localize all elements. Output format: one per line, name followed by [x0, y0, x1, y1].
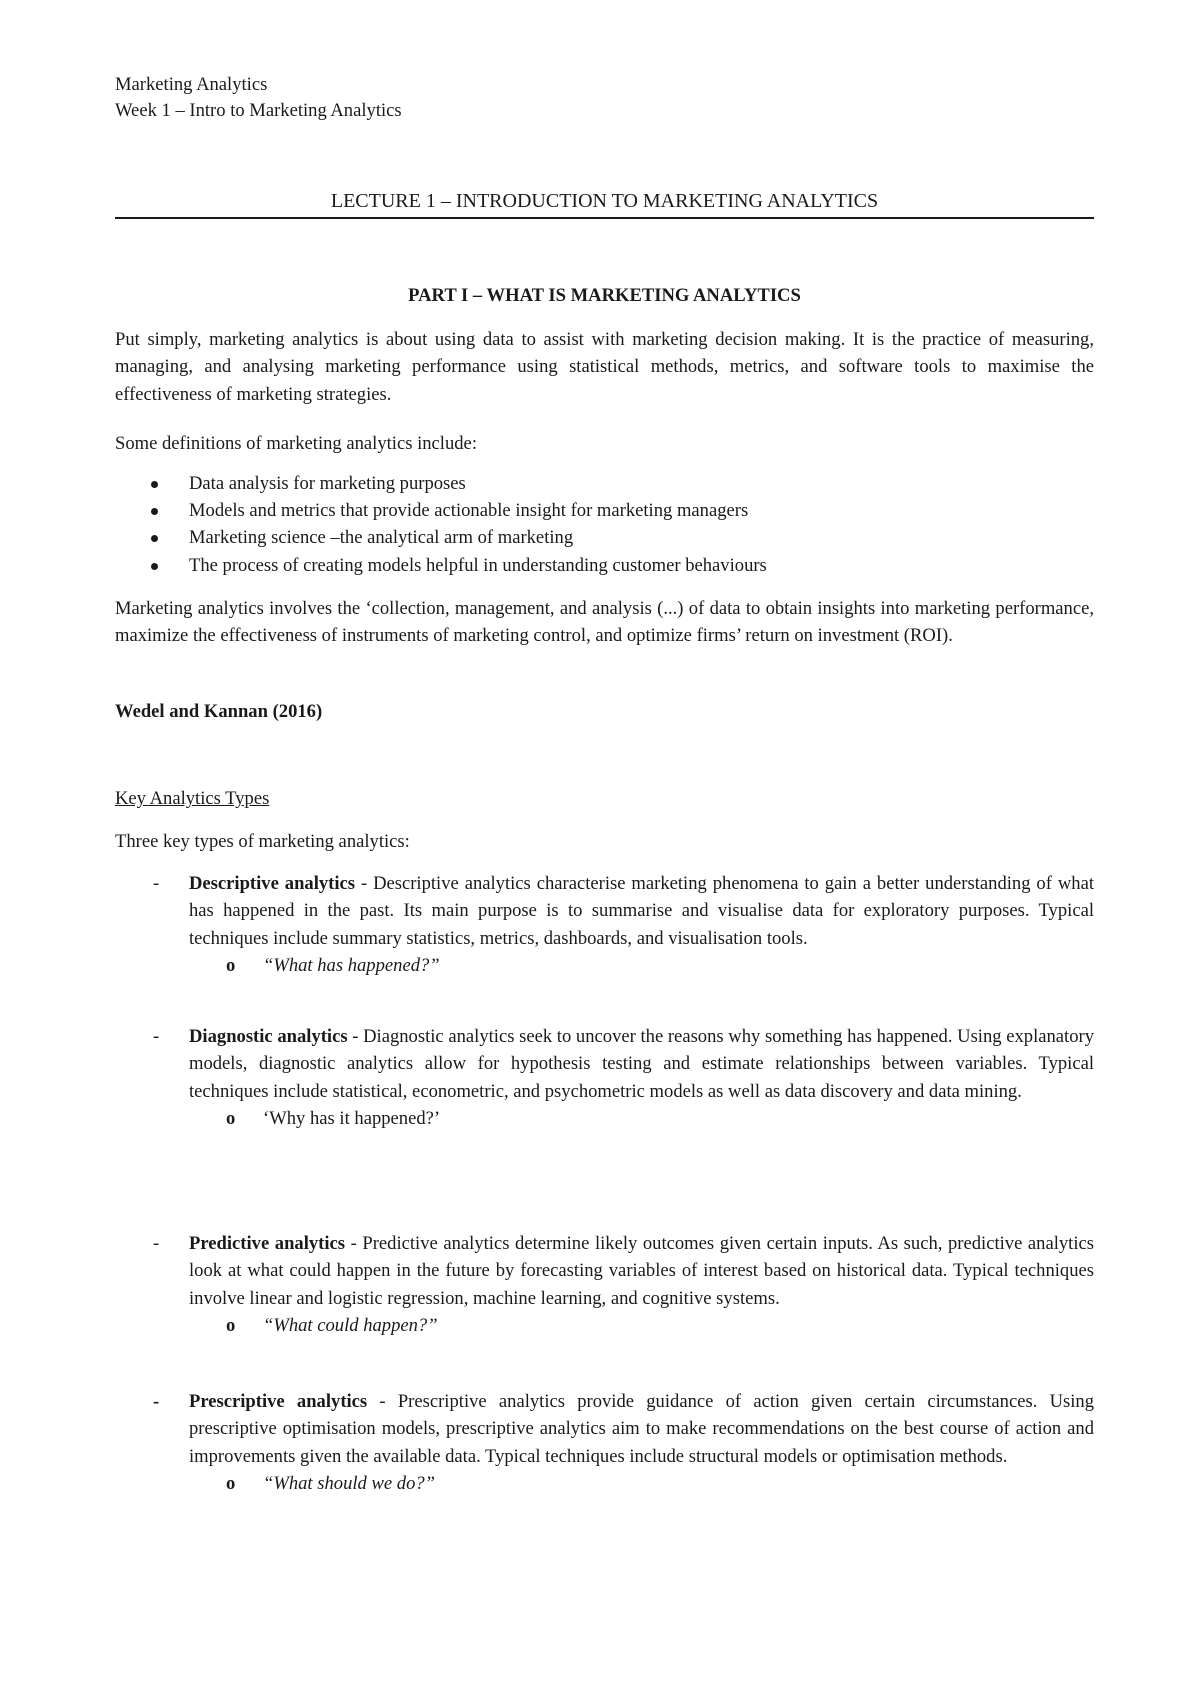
analytics-type-description: - Descriptive analytics characterise marketing phenomena to gain a better understanding of what has happened in the past. Its main purpose is to summarise and visualise data for exploratory purposes. Typical techniques include summary statistics, metrics, dashboards, and visualisation tools.	[189, 873, 1094, 949]
bullet-icon	[151, 508, 158, 515]
list-item	[115, 524, 1094, 551]
circle-bullet-icon: o	[226, 1315, 236, 1337]
question-text: “What could happen?”	[263, 1315, 438, 1337]
analytics-type-predictive	[115, 1230, 1094, 1340]
analytics-type-descriptive	[115, 870, 1094, 980]
analytics-type-question	[226, 1105, 1094, 1132]
bullet-icon	[151, 481, 158, 488]
analytics-type-description: - Prescriptive analytics provide guidance of action given certain circumstances. Using prescriptive optimisation models, prescriptive analytics aim to make recommendations on the best course of action and improvements given the available data. Typical techniques include structural models or optimisation methods.	[189, 1391, 1095, 1467]
definitions-lead: Some definitions of marketing analytics include:	[115, 433, 477, 454]
bullet-icon	[151, 535, 158, 542]
analytics-type-question	[226, 1312, 1094, 1339]
lecture-title: LECTURE 1 – INTRODUCTION TO MARKETING ANALYTICS	[330, 190, 879, 212]
key-types-lead: Three key types of marketing analytics:	[115, 831, 410, 852]
list-item	[115, 497, 1094, 524]
analytics-type-name: Descriptive analytics	[189, 873, 356, 894]
analytics-type-body	[189, 1388, 1094, 1470]
quote-paragraph: Marketing analytics involves the ‘collection, management, and analysis (...) of data to obtain insights into marketing performance, maximize the effectiveness of instruments of marketing control, and optimize firms’ return on investment (ROI).	[115, 598, 1094, 647]
question-text: ‘Why has it happened?’	[263, 1108, 441, 1130]
list-item	[115, 470, 1094, 497]
analytics-type-question	[226, 1470, 1094, 1497]
dash-marker: -	[153, 1233, 160, 1254]
dash-marker: -	[153, 873, 160, 894]
analytics-type-body	[189, 1023, 1094, 1105]
definitions-list	[115, 470, 1094, 579]
definition-text: The process of creating models helpful in understanding customer behaviours	[189, 554, 767, 576]
list-item	[115, 552, 1094, 579]
definition-text: Models and metrics that provide actionable insight for marketing managers	[189, 500, 749, 522]
analytics-type-prescriptive	[115, 1388, 1094, 1498]
circle-bullet-icon: o	[226, 1108, 236, 1130]
circle-bullet-icon: o	[226, 1473, 236, 1495]
title-rule	[115, 217, 1094, 219]
analytics-type-name: Predictive analytics	[189, 1233, 346, 1254]
analytics-type-body	[189, 1230, 1094, 1312]
definition-text: Marketing science –the analytical arm of marketing	[189, 527, 574, 549]
analytics-type-name: Diagnostic analytics	[189, 1026, 348, 1047]
part-title: PART I – WHAT IS MARKETING ANALYTICS	[408, 285, 801, 306]
definition-text: Data analysis for marketing purposes	[189, 473, 466, 494]
header-week: Week 1 – Intro to Marketing Analytics	[115, 100, 402, 121]
circle-bullet-icon: o	[226, 955, 236, 977]
analytics-type-name: Prescriptive analytics	[189, 1391, 368, 1412]
bullet-icon	[151, 563, 158, 570]
header-course: Marketing Analytics	[115, 74, 268, 95]
analytics-type-body	[189, 870, 1094, 952]
analytics-type-description: - Diagnostic analytics seek to uncover the reasons why something has happened. Using explanatory models, diagnostic analytics allow for hypothesis testing and estimate relationships between variables. Typical techniques include statistical, econometric, and psychometric models as well as data discovery and data mining.	[189, 1026, 1094, 1102]
key-types-heading: Key Analytics Types	[115, 788, 270, 809]
intro-paragraph: Put simply, marketing analytics is about using data to assist with marketing decision making. It is the practice of measuring, managing, and analysing marketing performance using statistical methods, metrics, and software tools to maximise the effectiveness of marketing strategies.	[115, 329, 1094, 405]
analytics-type-description: - Predictive analytics determine likely outcomes given certain inputs. As such, predictive analytics look at what could happen in the future by forecasting variables of interest based on historical data. Typical techniques involve linear and logistic regression, machine learning, and cognitive systems.	[189, 1233, 1094, 1309]
citation: Wedel and Kannan (2016)	[115, 701, 323, 722]
question-text: “What should we do?”	[263, 1473, 436, 1495]
analytics-type-diagnostic	[115, 1023, 1094, 1133]
question-text: “What has happened?”	[263, 955, 440, 977]
dash-marker: -	[153, 1391, 160, 1412]
analytics-type-question	[226, 952, 1094, 979]
dash-marker: -	[153, 1026, 160, 1047]
